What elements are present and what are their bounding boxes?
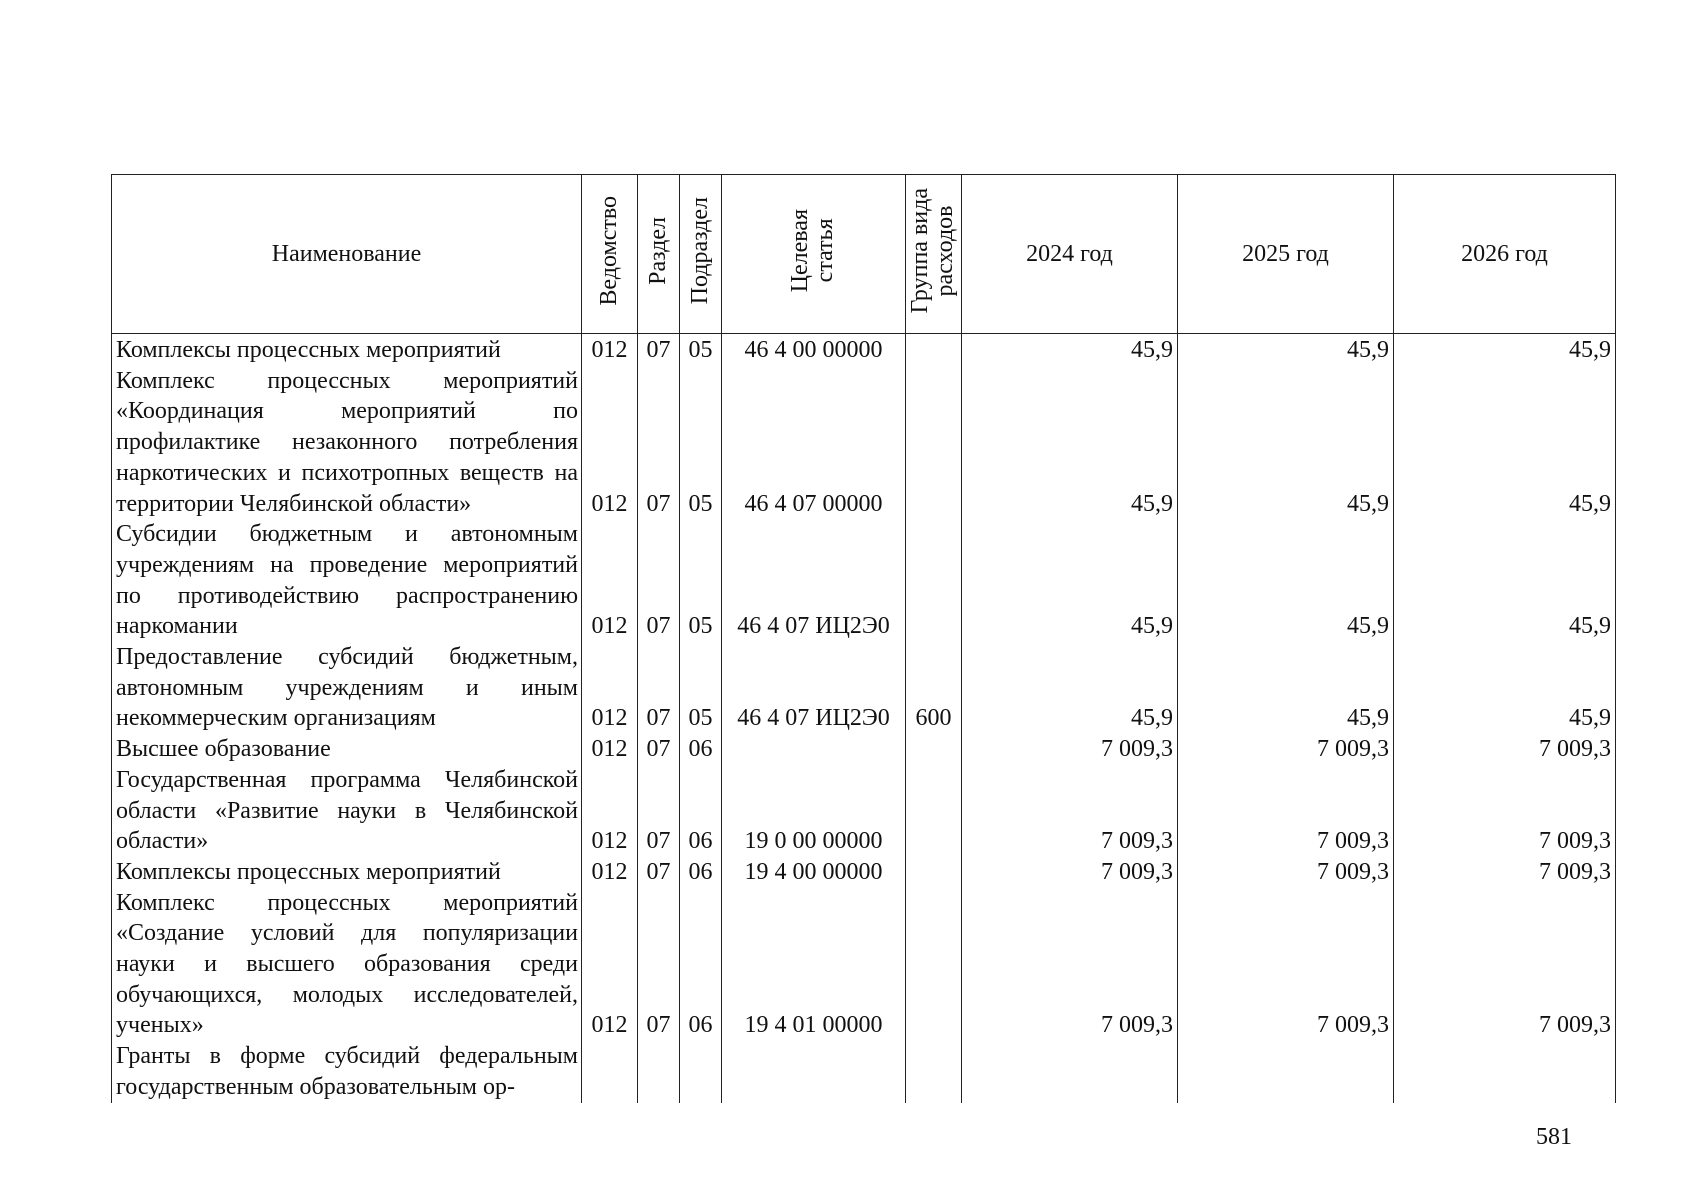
cell-gruppa	[906, 519, 962, 642]
cell-gruppa	[906, 765, 962, 857]
cell-ved: 012	[582, 642, 638, 734]
table-row	[112, 734, 1616, 765]
cell-razdel: 07	[638, 857, 680, 888]
cell-ved: 012	[582, 888, 638, 1042]
cell-ved: 012	[582, 857, 638, 888]
cell-y2026: 45,9	[1394, 366, 1616, 520]
cell-name: Гранты в форме субсидий федеральным государственным образовательным ор-	[112, 1041, 582, 1102]
cell-name: Комплексы процессных мероприятий	[112, 857, 582, 888]
cell-y2025: 45,9	[1178, 519, 1394, 642]
cell-gruppa	[906, 888, 962, 1042]
cell-gruppa	[906, 857, 962, 888]
table-row	[112, 857, 1616, 888]
header-year-2024: 2024 год	[962, 175, 1178, 334]
cell-celevaya: 46 4 00 00000	[722, 334, 906, 366]
cell-name: Комплексы процессных мероприятий	[112, 334, 582, 366]
table-header-row	[112, 175, 1616, 334]
cell-y2025: 7 009,3	[1178, 734, 1394, 765]
table-row	[112, 765, 1616, 857]
cell-razdel: 07	[638, 888, 680, 1042]
cell-podrazdel: 06	[680, 857, 722, 888]
cell-y2025: 7 009,3	[1178, 765, 1394, 857]
cell-y2025: 45,9	[1178, 642, 1394, 734]
cell-y2026: 45,9	[1394, 519, 1616, 642]
cell-name: Комплекс процессных мероприятий «Координация мероприятий по профилактике незаконного потребления наркотических и психотропных веществ на территории Челябинской области»	[112, 366, 582, 520]
cell-ved: 012	[582, 334, 638, 366]
cell-podrazdel: 06	[680, 888, 722, 1042]
cell-name: Государственная программа Челябинской области «Развитие науки в Челябинской области»	[112, 765, 582, 857]
table-row	[112, 334, 1616, 366]
cell-celevaya	[722, 1041, 906, 1102]
cell-razdel: 07	[638, 765, 680, 857]
cell-razdel: 07	[638, 366, 680, 520]
cell-y2026: 7 009,3	[1394, 734, 1616, 765]
cell-y2025: 7 009,3	[1178, 857, 1394, 888]
cell-podrazdel	[680, 1041, 722, 1102]
table-row	[112, 366, 1616, 520]
header-podrazdel: Подраздел	[680, 175, 722, 334]
cell-y2024: 7 009,3	[962, 765, 1178, 857]
cell-razdel: 07	[638, 519, 680, 642]
cell-gruppa	[906, 366, 962, 520]
cell-razdel: 07	[638, 734, 680, 765]
cell-ved: 012	[582, 519, 638, 642]
cell-gruppa: 600	[906, 642, 962, 734]
cell-podrazdel: 06	[680, 734, 722, 765]
cell-gruppa	[906, 1041, 962, 1102]
cell-ved: 012	[582, 765, 638, 857]
header-razdel: Раздел	[638, 175, 680, 334]
cell-razdel: 07	[638, 642, 680, 734]
cell-y2024: 45,9	[962, 366, 1178, 520]
cell-razdel: 07	[638, 334, 680, 366]
cell-y2026: 45,9	[1394, 642, 1616, 734]
cell-celevaya: 46 4 07 ИЦ2Э0	[722, 519, 906, 642]
cell-y2024: 7 009,3	[962, 888, 1178, 1042]
cell-gruppa	[906, 734, 962, 765]
cell-ved	[582, 1041, 638, 1102]
cell-celevaya	[722, 734, 906, 765]
header-vedomstvo: Ведомство	[582, 175, 638, 334]
table-row	[112, 519, 1616, 642]
cell-gruppa	[906, 334, 962, 366]
cell-name: Комплекс процессных мероприятий «Создание условий для популяризации науки и высшего образования среди обучающихся, молодых исследователей, ученых»	[112, 888, 582, 1042]
header-gruppa-vida-rashodov: Группа вида расходов	[906, 175, 962, 334]
cell-y2024: 7 009,3	[962, 734, 1178, 765]
cell-name: Высшее образование	[112, 734, 582, 765]
cell-y2026: 7 009,3	[1394, 857, 1616, 888]
cell-y2025: 45,9	[1178, 334, 1394, 366]
cell-y2025	[1178, 1041, 1394, 1102]
cell-name: Предоставление субсидий бюджетным, автономным учреждениям и иным некоммерческим организациям	[112, 642, 582, 734]
cell-celevaya: 19 4 01 00000	[722, 888, 906, 1042]
cell-y2026: 7 009,3	[1394, 765, 1616, 857]
cell-y2024	[962, 1041, 1178, 1102]
cell-podrazdel: 05	[680, 334, 722, 366]
cell-y2026: 7 009,3	[1394, 888, 1616, 1042]
cell-y2024: 45,9	[962, 642, 1178, 734]
cell-ved: 012	[582, 366, 638, 520]
cell-podrazdel: 06	[680, 765, 722, 857]
header-year-2025: 2025 год	[1178, 175, 1394, 334]
cell-y2025: 45,9	[1178, 366, 1394, 520]
table-row	[112, 888, 1616, 1042]
header-name: Наименование	[112, 175, 582, 334]
cell-y2024: 7 009,3	[962, 857, 1178, 888]
cell-y2025: 7 009,3	[1178, 888, 1394, 1042]
cell-celevaya: 46 4 07 00000	[722, 366, 906, 520]
cell-celevaya: 19 0 00 00000	[722, 765, 906, 857]
cell-y2024: 45,9	[962, 519, 1178, 642]
table-row	[112, 1041, 1616, 1102]
header-year-2026: 2026 год	[1394, 175, 1616, 334]
cell-podrazdel: 05	[680, 642, 722, 734]
cell-y2026: 45,9	[1394, 334, 1616, 366]
table-body	[112, 334, 1616, 1103]
cell-podrazdel: 05	[680, 366, 722, 520]
table-row	[112, 642, 1616, 734]
cell-razdel	[638, 1041, 680, 1102]
page-number: 581	[1536, 1124, 1572, 1150]
header-celevaya-statya: Целевая статья	[722, 175, 906, 334]
cell-y2026	[1394, 1041, 1616, 1102]
cell-celevaya: 19 4 00 00000	[722, 857, 906, 888]
cell-name: Субсидии бюджетным и автономным учреждениям на проведение мероприятий по противодействию распространению наркомании	[112, 519, 582, 642]
cell-podrazdel: 05	[680, 519, 722, 642]
cell-y2024: 45,9	[962, 334, 1178, 366]
budget-table	[111, 174, 1616, 1103]
cell-celevaya: 46 4 07 ИЦ2Э0	[722, 642, 906, 734]
cell-ved: 012	[582, 734, 638, 765]
